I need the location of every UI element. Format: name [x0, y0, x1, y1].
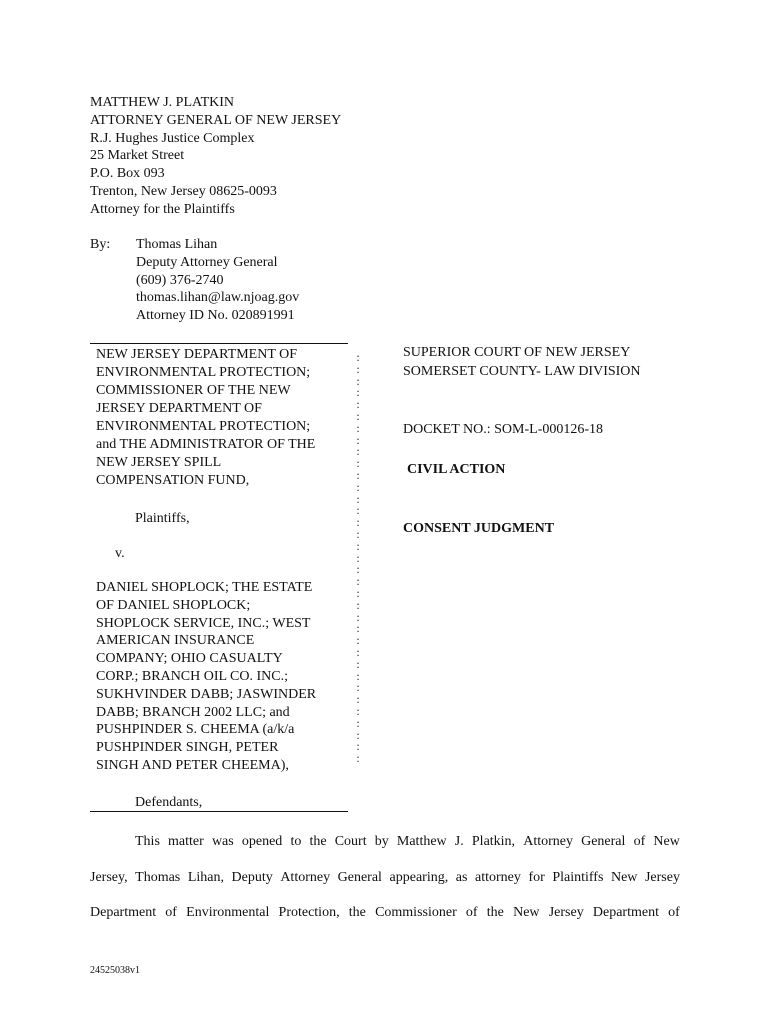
plaintiffs-caption — [96, 346, 351, 490]
plaintiff-line: ENVIRONMENTAL PROTECTION; — [96, 365, 311, 380]
body-word: matter — [168, 834, 204, 849]
caption-colon: : — [356, 633, 360, 648]
caption-colon: : — [356, 739, 360, 754]
signatory-line: (609) 376-2740 — [136, 272, 224, 288]
body-word: New — [513, 905, 540, 920]
header-line: R.J. Hughes Justice Complex — [90, 130, 255, 146]
body-word: New — [610, 869, 638, 885]
caption-colon: : — [356, 456, 360, 471]
body-word: of — [465, 905, 478, 920]
body-word: opened — [241, 834, 283, 849]
document-id-footer: 24525038v1 — [90, 965, 140, 976]
body-word: attorney — [475, 869, 521, 885]
defendant-line: PUSHPINDER S. CHEEMA (a/k/a — [96, 722, 295, 738]
signatory-line: Deputy Attorney General — [136, 254, 278, 270]
body-word: for — [528, 869, 545, 885]
body-word: Jersey — [548, 905, 584, 920]
body-word: Department — [90, 905, 157, 920]
body-word: Protection, — [278, 905, 340, 920]
caption-colon: : — [356, 656, 360, 671]
defendant-line: DABB; BRANCH 2002 LLC; and — [96, 704, 290, 720]
body-word: Attorney — [280, 869, 331, 885]
body-word: the — [309, 834, 327, 849]
caption-colon: : — [356, 397, 360, 412]
body-word: Commissioner — [375, 905, 457, 920]
caption-colon: : — [356, 680, 360, 695]
caption-colon: : — [356, 444, 360, 459]
caption-colon: : — [356, 703, 360, 718]
defendants-label: Defendants, — [135, 795, 203, 810]
caption-colon: : — [356, 479, 360, 494]
body-word: Thomas — [135, 869, 181, 885]
body-line — [90, 832, 680, 868]
caption-bottom-rule — [90, 811, 348, 812]
body-line — [90, 868, 680, 904]
defendant-line: AMERICAN INSURANCE — [96, 633, 255, 649]
body-word: Department — [592, 905, 659, 920]
body-word: as — [455, 869, 468, 885]
body-word: Jersey, — [90, 869, 128, 885]
header-line: P.O. Box 093 — [90, 166, 165, 182]
body-word: Lihan, — [187, 869, 224, 885]
body-word: Deputy — [231, 869, 273, 885]
signatory-line: Attorney ID No. 020891991 — [136, 308, 295, 324]
body-word: Matthew — [396, 834, 447, 849]
defendant-line: OF DANIEL SHOPLOCK; — [96, 597, 251, 613]
plaintiff-line: NEW JERSEY DEPARTMENT OF — [96, 347, 298, 362]
body-word: Jersey — [644, 869, 680, 885]
header-line: Attorney for the Plaintiffs — [90, 201, 235, 217]
header-line: 25 Market Street — [90, 148, 185, 164]
body-word: appearing, — [389, 869, 449, 885]
caption-colon: : — [356, 644, 360, 659]
header-line: Trenton, New Jersey 08625-0093 — [90, 183, 277, 199]
caption-colon: : — [356, 420, 360, 435]
defendant-line: CORP.; BRANCH OIL CO. INC.; — [96, 668, 289, 684]
caption-colon: : — [356, 361, 360, 376]
caption-colon: : — [356, 574, 360, 589]
defendant-line: SUKHVINDER DABB; JASWINDER — [96, 686, 317, 702]
court-caption — [403, 343, 641, 536]
caption-colon: : — [356, 526, 360, 541]
caption-colon: : — [356, 668, 360, 683]
defendant-line: DANIEL SHOPLOCK; THE ESTATE — [96, 580, 313, 595]
signatory-details — [136, 236, 299, 325]
court-line: SUPERIOR COURT OF NEW JERSEY — [403, 345, 631, 360]
caption-colon: : — [356, 408, 360, 423]
body-word: was — [211, 834, 234, 849]
body-paragraph — [90, 832, 680, 939]
plaintiffs-label: Plaintiffs, — [135, 511, 190, 526]
court-line: SOMERSET COUNTY- LAW DIVISION — [403, 364, 641, 379]
defendant-line: COMPANY; OHIO CASUALTY — [96, 651, 283, 667]
defendant-line: SINGH AND PETER CHEEMA), — [96, 757, 289, 773]
body-word: the — [348, 905, 366, 920]
attorney-header — [90, 94, 341, 219]
caption-colon: : — [356, 491, 360, 506]
civil-action-label: CIVIL ACTION — [407, 462, 506, 477]
defendant-line: PUSHPINDER SINGH, PETER — [96, 740, 279, 756]
plaintiff-line: ENVIRONMENTAL PROTECTION; — [96, 419, 311, 434]
body-word: Environmental — [186, 905, 270, 920]
body-word: Platkin, — [471, 834, 516, 849]
caption-top-rule — [90, 343, 348, 344]
caption-colon-divider — [352, 352, 364, 765]
caption-colon: : — [356, 467, 360, 482]
caption-colon: : — [356, 609, 360, 624]
body-word: Court — [334, 834, 367, 849]
body-word: General — [337, 869, 382, 885]
plaintiff-line: and THE ADMINISTRATOR OF THE — [96, 437, 316, 452]
body-word: New — [653, 834, 680, 849]
body-word: General — [581, 834, 626, 849]
body-word: the — [486, 905, 504, 920]
versus-label: v. — [115, 546, 125, 561]
caption-colon: : — [356, 585, 360, 600]
body-word: to — [290, 834, 302, 849]
by-label: By: — [90, 237, 111, 252]
header-line: MATTHEW J. PLATKIN — [90, 95, 235, 110]
caption-colon: : — [356, 715, 360, 730]
caption-colon: : — [356, 621, 360, 636]
body-word: by — [374, 834, 389, 849]
plaintiff-line: JERSEY DEPARTMENT OF — [96, 401, 262, 416]
caption-colon: : — [356, 432, 360, 447]
caption-colon: : — [356, 751, 360, 766]
body-word: Plaintiffs — [552, 869, 604, 885]
plaintiff-line: NEW JERSEY SPILL — [96, 455, 222, 470]
document-type-title: CONSENT JUDGMENT — [403, 521, 555, 536]
docket-number: DOCKET NO.: SOM-L-000126-18 — [403, 422, 604, 437]
caption-colon: : — [356, 373, 360, 388]
caption-colon: : — [356, 692, 360, 707]
body-word: J. — [454, 834, 464, 849]
signatory-email: thomas.lihan@law.njoag.gov — [136, 290, 300, 306]
header-line: ATTORNEY GENERAL OF NEW JERSEY — [90, 112, 342, 128]
body-word: This — [135, 834, 160, 849]
body-word: Attorney — [523, 834, 573, 849]
defendant-line: SHOPLOCK SERVICE, INC.; WEST — [96, 615, 311, 631]
caption-colon: : — [356, 538, 360, 553]
body-line — [90, 903, 680, 939]
defendants-caption — [96, 579, 316, 775]
body-word: of — [668, 905, 680, 920]
body-word: of — [165, 905, 177, 920]
plaintiff-line: COMPENSATION FUND, — [96, 473, 250, 488]
caption-colon: : — [356, 562, 360, 577]
court-name — [403, 343, 641, 381]
caption-colon: : — [356, 385, 360, 400]
caption-colon: : — [356, 727, 360, 742]
caption-colon: : — [356, 550, 360, 565]
caption-colon: : — [356, 515, 360, 530]
caption-colon: : — [356, 350, 360, 364]
caption-colon: : — [356, 503, 360, 518]
body-word: of — [633, 834, 646, 849]
caption-colon: : — [356, 597, 360, 612]
signatory-line: Thomas Lihan — [136, 237, 218, 252]
plaintiff-line: COMMISSIONER OF THE NEW — [96, 383, 291, 398]
